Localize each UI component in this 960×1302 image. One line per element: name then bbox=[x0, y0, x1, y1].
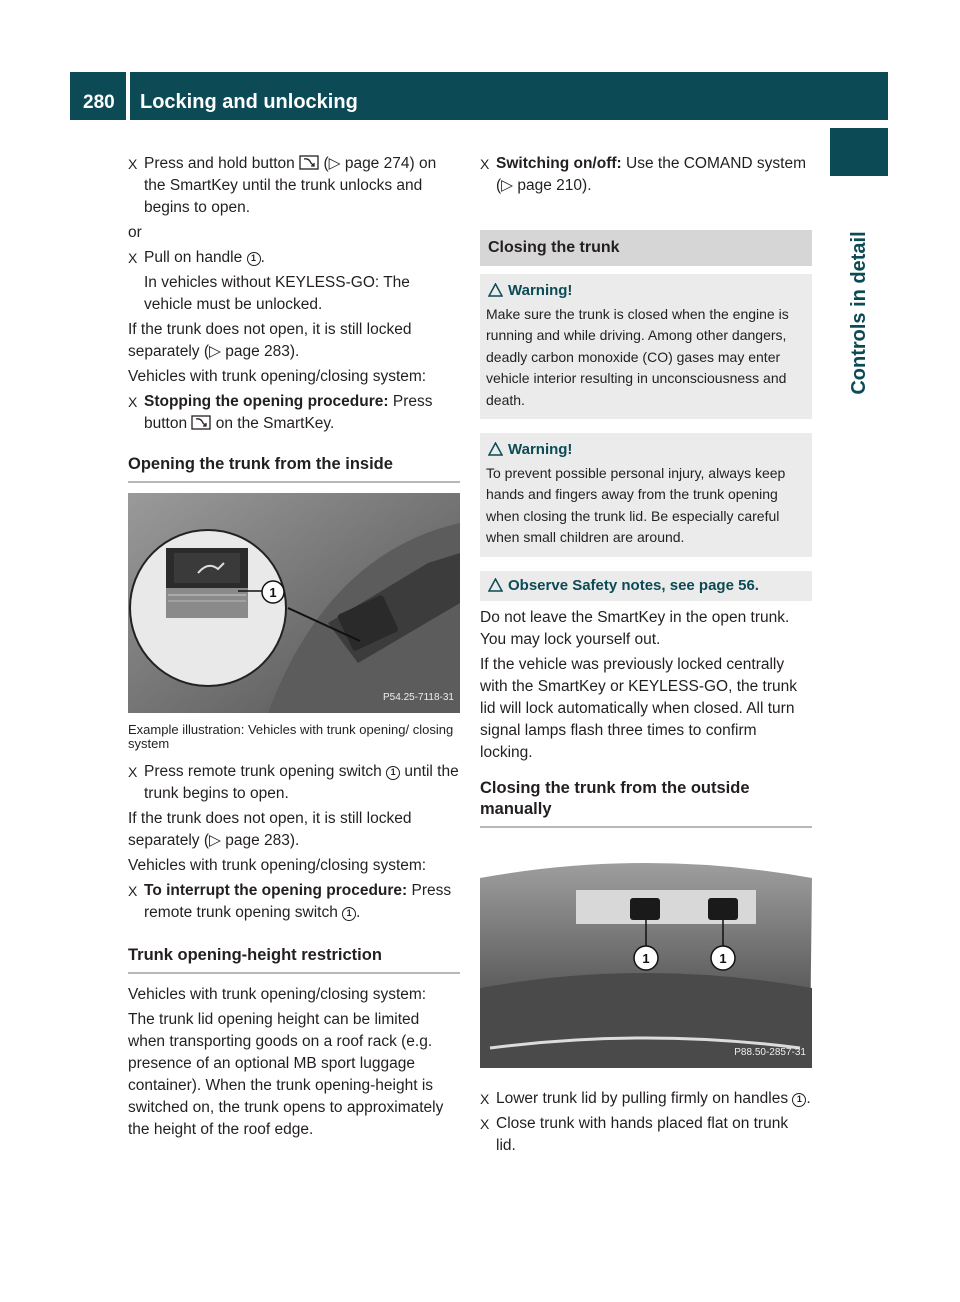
section-closing-trunk: Closing the trunk bbox=[480, 230, 812, 266]
trunk-key-icon bbox=[299, 155, 319, 170]
warning-title: Warning! bbox=[486, 280, 806, 302]
safety-notes-box bbox=[480, 571, 812, 601]
warning-title: Warning! bbox=[486, 439, 806, 461]
paragraph-smartkey-warning: Do not leave the SmartKey in the open trunk. You may lock yourself out. bbox=[480, 608, 790, 648]
paragraph-locked-separately: If the trunk does not open, it is still locked separately (▷ page 283). bbox=[128, 321, 412, 360]
step-arrow-icon: X bbox=[480, 1115, 490, 1132]
photo-callout-1: 1 bbox=[269, 585, 277, 600]
step-arrow-icon: X bbox=[128, 156, 138, 172]
callout-1-icon: 1 bbox=[386, 766, 400, 780]
paragraph-vehicles-with-system: Vehicles with trunk opening/closing system: bbox=[128, 368, 427, 385]
warning-triangle-icon bbox=[488, 578, 503, 592]
step-arrow-icon: X bbox=[128, 250, 138, 266]
heading-opening-inside: Opening the trunk from the inside bbox=[128, 453, 460, 483]
step-arrow-icon: X bbox=[480, 1090, 490, 1107]
page-number: 280 bbox=[70, 72, 126, 120]
right-column bbox=[480, 153, 812, 1160]
step-pull-handle: X Pull on handle 1 . In vehicles without KEYLESS-GO: The vehicle must be unlocked. bbox=[128, 247, 460, 316]
heading-closing-outside: Closing the trunk from the outside manually bbox=[480, 778, 812, 828]
paragraph-height-limit: The trunk lid opening height can be limited when transporting goods on a roof rack (e.g. presence of an optional MB sport luggage container). When the trunk opening-height is switched on, the trunk opens to approximately the height of the roof edge. bbox=[128, 1011, 444, 1138]
photo-code: P54.25-7118-31 bbox=[383, 692, 454, 703]
figure-caption: Example illustration: Vehicles with trunk opening/ closing system bbox=[128, 722, 454, 751]
side-label bbox=[830, 183, 888, 443]
paragraph-locked-separately-2: If the trunk does not open, it is still locked separately (▷ page 283). bbox=[128, 810, 412, 849]
safety-notes-link[interactable]: Observe Safety notes, see page 56. bbox=[508, 576, 759, 594]
step-press-remote: X Press remote trunk opening switch 1 until the trunk begins to open. bbox=[128, 763, 459, 802]
callout-1-icon: 1 bbox=[342, 907, 356, 921]
heading-height-restriction: Trunk opening-height restriction bbox=[128, 944, 460, 974]
step-lower-lid: X Lower trunk lid by pulling firmly on handles 1 . bbox=[480, 1088, 812, 1110]
step-press-hold: X Press and hold button (▷ page 274) on the SmartKey until the trunk unlocks and begins to open. bbox=[128, 155, 437, 216]
page-title: Locking and unlocking bbox=[130, 72, 888, 120]
page-ref-274[interactable]: (▷ page 274) bbox=[323, 155, 415, 172]
left-column bbox=[128, 153, 460, 1144]
step-stop-opening: X Stopping the opening procedure: Press button on the SmartKey. bbox=[128, 393, 433, 432]
callout-1-icon: 1 bbox=[247, 252, 261, 266]
trunk-lid-photo bbox=[480, 848, 812, 1068]
side-tab bbox=[830, 128, 888, 176]
side-label-text: Controls in detail bbox=[848, 231, 870, 395]
step-arrow-icon: X bbox=[128, 394, 138, 410]
step-interrupt-opening: X To interrupt the opening procedure: Press remote trunk opening switch 1 . bbox=[128, 882, 452, 921]
warning-box-2 bbox=[480, 433, 812, 557]
door-panel-illustration bbox=[128, 493, 460, 713]
paragraph-auto-lock: If the vehicle was previously locked centrally with the SmartKey or KEYLESS-GO, the trunk lid will lock automatically when closed. All turn signal lamps flash three times to confirm locking. bbox=[480, 655, 798, 761]
step-arrow-icon: X bbox=[480, 156, 490, 172]
trunk-lid-illustration bbox=[480, 848, 812, 1068]
callout-1-icon: 1 bbox=[792, 1093, 806, 1107]
or-text: or bbox=[128, 224, 142, 241]
warning-triangle-icon bbox=[488, 442, 503, 456]
step-note: In vehicles without KEYLESS-GO: The vehicle must be unlocked. bbox=[144, 274, 410, 313]
warning-box-1 bbox=[480, 274, 812, 419]
warning-text: Make sure the trunk is closed when the engine is running and while driving. Among other dangers, deadly carbon monoxide (CO) gases may enter vehicle interior resulting in unconsciousness and death. bbox=[486, 305, 789, 408]
photo-callout-1a: 1 bbox=[642, 950, 650, 966]
step-switching: X Switching on/off: Use the COMAND system (▷ page 210). bbox=[480, 155, 807, 194]
paragraph-vehicles-with-system-2: Vehicles with trunk opening/closing system: bbox=[128, 857, 427, 874]
warning-triangle-icon bbox=[488, 283, 503, 297]
warning-text: To prevent possible personal injury, always keep hands and fingers away from the trunk opening when closing the trunk lid. Be especially careful when small children are around. bbox=[486, 464, 786, 545]
step-arrow-icon: X bbox=[128, 764, 138, 780]
photo-callout-1b: 1 bbox=[719, 950, 727, 966]
trunk-key-icon bbox=[191, 415, 211, 430]
paragraph-vehicles-with-system-3: Vehicles with trunk opening/closing system: bbox=[128, 986, 427, 1003]
photo-code: P88.50-2857-31 bbox=[734, 1046, 806, 1058]
step-close-trunk: X Close trunk with hands placed flat on trunk lid. bbox=[480, 1114, 789, 1154]
step-arrow-icon: X bbox=[128, 883, 138, 899]
door-panel-photo bbox=[128, 493, 460, 713]
